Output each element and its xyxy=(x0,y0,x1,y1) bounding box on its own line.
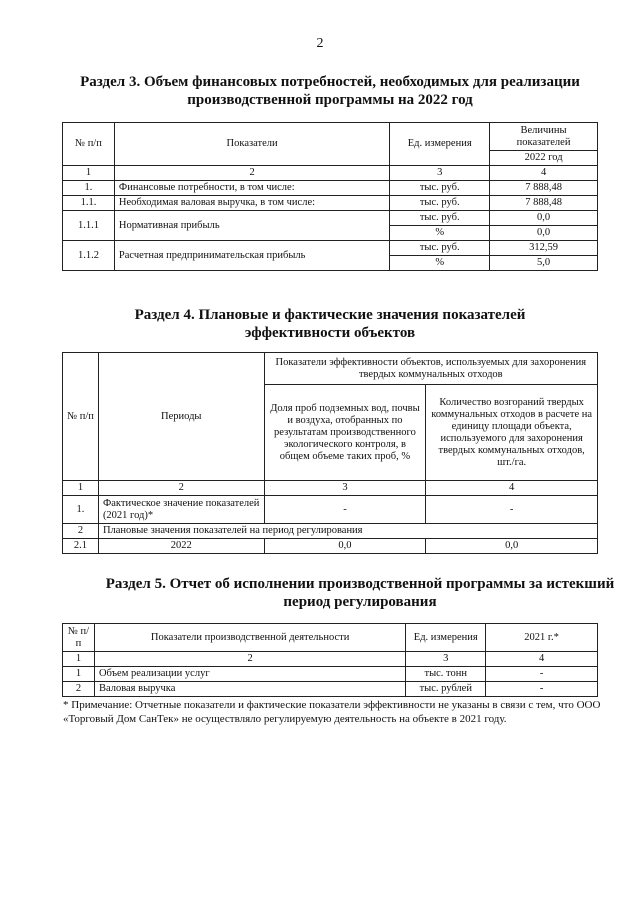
s3-row-unit: тыс. руб. xyxy=(390,241,490,256)
s3-row-unit: тыс. руб. xyxy=(390,211,490,226)
table-row xyxy=(63,496,598,524)
s3-row-value: 0,0 xyxy=(490,211,598,226)
section5-title-line2: период регулирования xyxy=(283,594,437,610)
table-row xyxy=(63,181,598,196)
s4-colnum: 4 xyxy=(426,481,598,496)
section3-title-line1: Раздел 3. Объем финансовых потребностей, необходимых для реализации xyxy=(80,74,580,90)
s4-row-col3: 0,0 xyxy=(264,539,426,554)
section5-table xyxy=(62,623,598,697)
s5-header-num: № п/п xyxy=(63,624,95,652)
s5-row-unit: тыс. рублей xyxy=(406,682,486,697)
section4-title-line1: Раздел 4. Плановые и фактические значения показателей xyxy=(134,307,526,323)
s3-row-name: Расчетная предпринимательская прибыль xyxy=(114,241,389,271)
footnote: * Примечание: Отчетные показатели и фактические показатели эффективности не указаны в связи с тем, что ООО «Торговый Дом СанТек» не осуществляло регулируемую деятельность на объекте в 2021 году. xyxy=(63,699,601,725)
s3-header-num: № п/п xyxy=(63,123,115,166)
s3-colnum: 3 xyxy=(390,166,490,181)
s3-header-year: 2022 год xyxy=(490,151,598,166)
s4-header-periods: Периоды xyxy=(98,353,264,481)
s5-row-num: 2 xyxy=(63,682,95,697)
table-row xyxy=(63,524,598,539)
s4-row-period: Фактическое значение показателей (2021 год)* xyxy=(98,496,264,524)
s3-row-value: 7 888,48 xyxy=(490,196,598,211)
s3-row-value: 312,59 xyxy=(490,241,598,256)
s3-row-unit: % xyxy=(390,226,490,241)
s5-row-unit: тыс. тонн xyxy=(406,667,486,682)
s3-colnum: 2 xyxy=(114,166,389,181)
section4-title-line2: эффективности объектов xyxy=(244,325,416,341)
table-row xyxy=(63,196,598,211)
s3-row-num: 1. xyxy=(63,181,115,196)
s5-header-indicator: Показатели производственной деятельности xyxy=(94,624,405,652)
s3-colnum: 1 xyxy=(63,166,115,181)
s3-header-unit: Ед. измерения xyxy=(390,123,490,166)
s5-row-value: - xyxy=(486,682,598,697)
s5-header-unit: Ед. измерения xyxy=(406,624,486,652)
s5-colnum: 1 xyxy=(63,652,95,667)
s4-colnum: 2 xyxy=(98,481,264,496)
s4-row-col3: - xyxy=(264,496,426,524)
s4-row-num: 1. xyxy=(63,496,99,524)
s4-row-period: 2022 xyxy=(98,539,264,554)
section5-title xyxy=(80,575,640,611)
page-number: 2 xyxy=(316,36,324,51)
section4-table xyxy=(62,352,598,554)
s3-row-unit: % xyxy=(390,256,490,271)
s5-header-year: 2021 г.* xyxy=(486,624,598,652)
section3-title-line2: производственной программы на 2022 год xyxy=(187,92,473,108)
section3-title xyxy=(40,73,620,109)
s3-row-value: 5,0 xyxy=(490,256,598,271)
section5-title-line1: Раздел 5. Отчет об исполнении производственной программы за истекший xyxy=(105,576,615,592)
s4-row-col4: 0,0 xyxy=(426,539,598,554)
s5-colnum: 2 xyxy=(94,652,405,667)
section4-title xyxy=(60,306,600,342)
s3-row-name: Нормативная прибыль xyxy=(114,211,389,241)
s3-row-num: 1.1. xyxy=(63,196,115,211)
section3-table xyxy=(62,122,598,271)
table-row xyxy=(63,539,598,554)
table-row xyxy=(63,682,598,697)
s3-row-value: 0,0 xyxy=(490,226,598,241)
s3-row-unit: тыс. руб. xyxy=(390,196,490,211)
s3-header-values: Величины показателей xyxy=(490,123,598,151)
table-row xyxy=(63,211,598,226)
s4-header-col3: Доля проб подземных вод, почвы и воздуха, отобранных по результатам производственного экологического контроля, в общем объеме таких проб, % xyxy=(264,385,426,481)
s3-row-name: Необходимая валовая выручка, в том числе: xyxy=(114,196,389,211)
s4-colnum: 1 xyxy=(63,481,99,496)
s4-row-col4: - xyxy=(426,496,598,524)
s3-row-name: Финансовые потребности, в том числе: xyxy=(114,181,389,196)
s3-colnum: 4 xyxy=(490,166,598,181)
s5-row-num: 1 xyxy=(63,667,95,682)
s3-row-num: 1.1.1 xyxy=(63,211,115,241)
s3-row-num: 1.1.2 xyxy=(63,241,115,271)
s4-header-num: № п/п xyxy=(63,353,99,481)
s4-header-col4: Количество возгораний твердых коммунальных отходов в расчете на единицу площади объекта, используемого для захоронения твердых коммунальных отходов, шт./га. xyxy=(426,385,598,481)
s5-row-name: Валовая выручка xyxy=(94,682,405,697)
s4-header-group: Показатели эффективности объектов, используемых для захоронения твердых коммунальных отходов xyxy=(264,353,597,385)
s3-row-value: 7 888,48 xyxy=(490,181,598,196)
s4-colnum: 3 xyxy=(264,481,426,496)
s5-row-value: - xyxy=(486,667,598,682)
s3-row-unit: тыс. руб. xyxy=(390,181,490,196)
s5-row-name: Объем реализации услуг xyxy=(94,667,405,682)
s5-colnum: 4 xyxy=(486,652,598,667)
s4-row-num: 2 xyxy=(63,524,99,539)
s5-colnum: 3 xyxy=(406,652,486,667)
s4-row-num: 2.1 xyxy=(63,539,99,554)
table-row xyxy=(63,241,598,256)
table-row xyxy=(63,667,598,682)
s3-header-indicator: Показатели xyxy=(114,123,389,166)
s4-row-span-text: Плановые значения показателей на период регулирования xyxy=(98,524,597,539)
